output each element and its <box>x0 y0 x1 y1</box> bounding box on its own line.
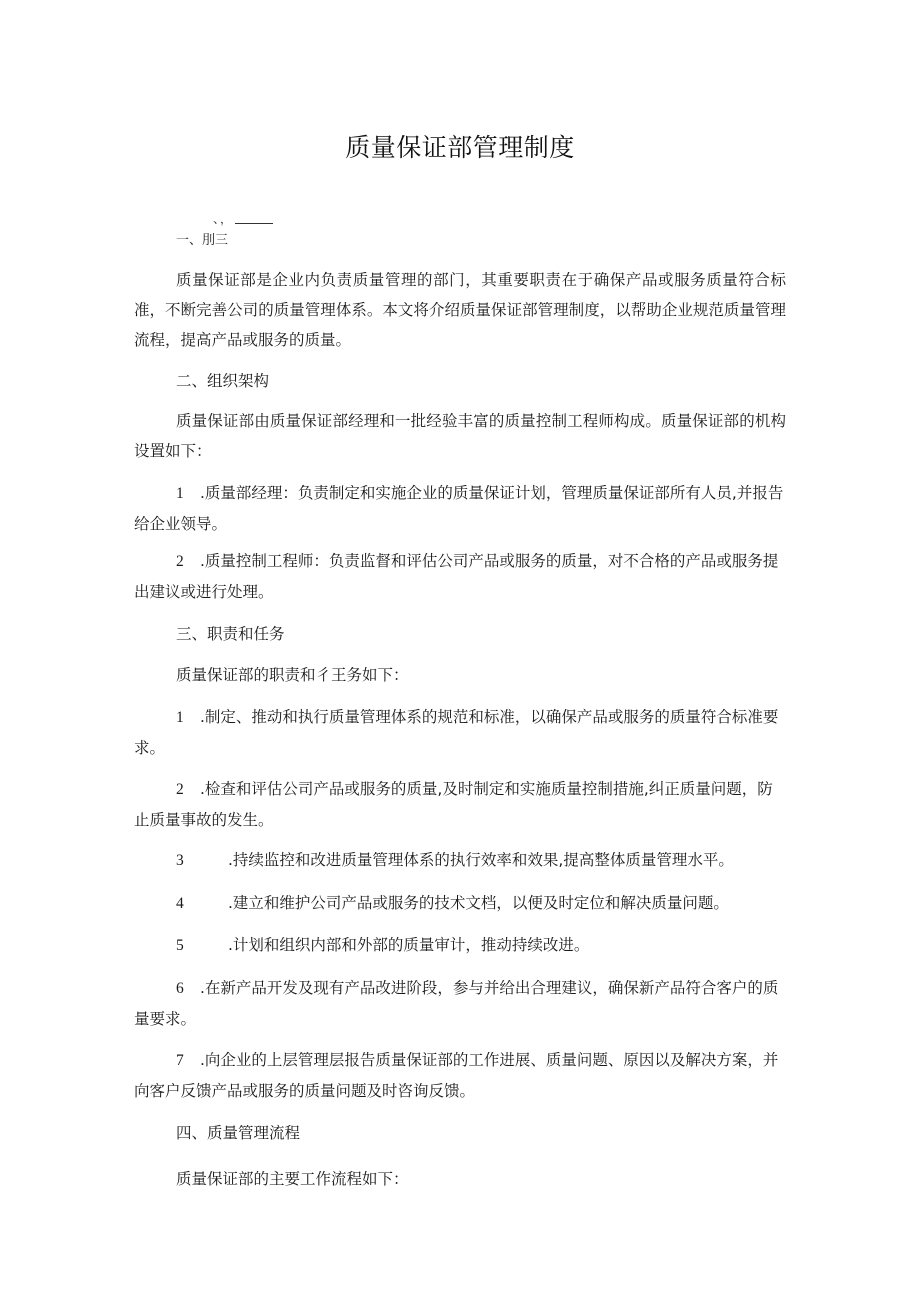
duty-item-1 <box>134 702 786 763</box>
document-title: 质量保证部管理制度 <box>345 133 575 162</box>
duty-item-text: .建立和维护公司产品或服务的技术文档，以便及时定位和解决质量问题。 <box>228 894 729 912</box>
duty-item-4 <box>134 888 786 919</box>
duty-item-7 <box>134 1045 786 1106</box>
duty-item-text: .向企业的上层管理层报告质量保证部的工作进展、质量问题、原因以及解决方案，并向客户反馈产品或服务的质量问题及时咨询反馈。 <box>134 1051 779 1100</box>
duty-item-text: .在新产品开发及现有产品改进阶段，参与并给出合理建议，确保新产品符合客户的质量要求。 <box>134 979 779 1028</box>
duty-item-number: 7 <box>176 1052 184 1069</box>
duty-item-number: 4 <box>176 895 184 912</box>
duties-paragraph: 质量保证部的职责和彳王务如下： <box>176 666 409 684</box>
org-item-1 <box>134 478 786 539</box>
duty-item-number: 2 <box>176 781 184 798</box>
duty-item-text: .制定、推动和执行质量管理体系的规范和标准，以确保产品或服务的质量符合标准要求。 <box>134 708 779 757</box>
duty-item-6 <box>134 973 786 1034</box>
duty-item-3 <box>134 845 786 876</box>
org-item-text: .质量部经理：负责制定和实施企业的质量保证计划，管理质量保证部所有人员,并报告给企业领导。 <box>134 484 784 533</box>
duty-item-text: .计划和组织内部和外部的质量审计，推动持续改进。 <box>228 936 590 954</box>
section-heading-duties: 三、职责和任务 <box>176 625 285 643</box>
duty-item-5 <box>134 930 786 961</box>
section-heading-organization: 二、组织架构 <box>176 372 270 390</box>
org-item-2 <box>134 546 786 607</box>
org-item-text: .质量控制工程师：负责监督和评估公司产品或服务的质量，对不合格的产品或服务提出建议或进行处理。 <box>134 552 779 601</box>
duty-item-text: .持续监控和改进质量管理体系的执行效率和效果,提高整体质量管理水平。 <box>228 851 734 869</box>
duty-item-number: 5 <box>176 937 184 954</box>
duty-item-number: 6 <box>176 980 184 997</box>
duty-item-number: 1 <box>176 709 184 726</box>
org-item-number: 2 <box>176 553 184 570</box>
duty-item-2 <box>134 774 786 835</box>
org-item-number: 1 <box>176 485 184 502</box>
section-heading-process: 四、质量管理流程 <box>176 1124 301 1142</box>
scan-artifact-rule <box>235 215 273 224</box>
scan-artifact <box>213 211 273 227</box>
intro-paragraph: 质量保证部是企业内负责质量管理的部门，其重要职责在于确保产品或服务质量符合标准，不断完善公司的质量管理体系。本文将介绍质量保证部管理制度，以帮助企业规范质量管理流程，提高产品或服务的质量。 <box>134 271 786 349</box>
process-paragraph: 质量保证部的主要工作流程如下： <box>176 1170 409 1188</box>
organization-paragraph: 质量保证部由质量保证部经理和一批经验丰富的质量控制工程师构成。质量保证部的机构设置如下： <box>134 412 786 460</box>
section-heading-preface: 一、刖三 <box>176 233 229 248</box>
duty-item-number: 3 <box>176 852 184 869</box>
duty-item-text: .检查和评估公司产品或服务的质量,及时制定和实施质量控制措施,纠正质量问题，防止质量事故的发生。 <box>134 780 773 829</box>
scan-artifact-text: 、， <box>213 212 234 226</box>
